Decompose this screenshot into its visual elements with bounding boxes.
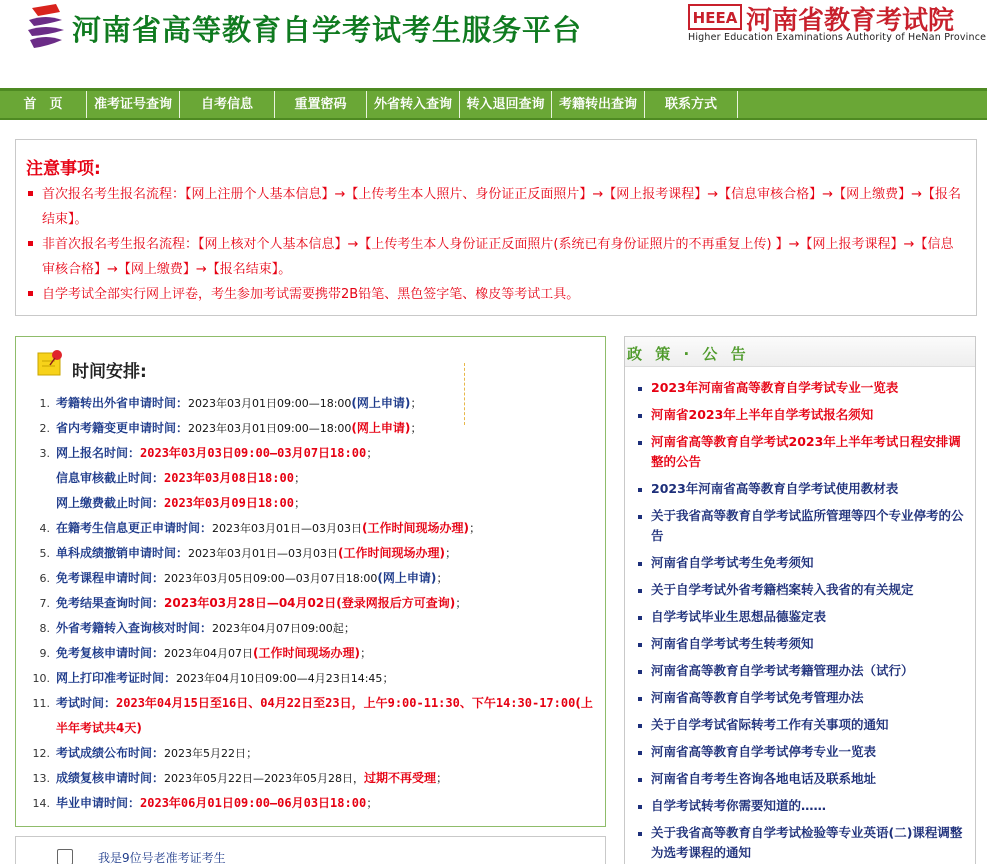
notice-item [26, 232, 964, 282]
item-number: 5. [39, 547, 50, 560]
bullet-icon [28, 241, 33, 246]
policy-link[interactable]: 关于自学考试省际转考工作有关事项的通知 [651, 717, 889, 732]
bullet-icon [28, 291, 33, 296]
site-logo-icon [26, 4, 66, 50]
item-note: (工作时间现场办理) [338, 546, 445, 560]
item-note: (登录网报后方可查询) [336, 596, 456, 610]
schedule-item [30, 791, 600, 816]
policy-link[interactable]: 关于我省高等教育自学考试监所管理等四个专业停考的公告 [651, 508, 964, 543]
notice-item-text: 首次报名考生报名流程：【网上注册个人基本信息】→【上传考生本人照片、身份证正反面照片】→【网上报考课程】→【信息审核合格】→【网上缴费】→【报名结束】。 [42, 187, 961, 227]
policy-item [635, 796, 969, 816]
item-note: (工作时间现场办理) [253, 646, 360, 660]
item-label: 外省考籍转入查询核对时间： [56, 621, 213, 635]
schedule-item [30, 741, 600, 766]
bullet-icon [638, 670, 642, 674]
item-number: 14. [32, 797, 50, 810]
item-tail: ； [343, 621, 356, 635]
item-note: (网上申请) [351, 396, 411, 410]
item-tail: ； [436, 571, 449, 585]
item-value: 2023年06月01日09:00—06月03日18:00 [140, 796, 367, 810]
policy-link[interactable]: 河南省高等教育自学考试免考管理办法 [651, 690, 864, 705]
policy-item [635, 769, 969, 789]
policy-link[interactable]: 河南省自考考生咨询各地电话及联系地址 [651, 771, 877, 786]
bullet-icon [638, 441, 642, 445]
policy-link[interactable]: 河南省高等教育自学考试考籍管理办法（试行） [651, 663, 914, 678]
policy-link[interactable]: 关于自学考试外省考籍档案转入我省的有关规定 [651, 582, 914, 597]
policy-list [635, 378, 969, 864]
legacy-candidate-label[interactable]: 我是9位号老准考证考生 [98, 851, 226, 864]
policy-link[interactable]: 河南省高等教育自学考试停考专业一览表 [651, 744, 877, 759]
policy-link[interactable]: 关于我省高等教育自学考试检验等专业英语(二)课程调整为选考课程的通知 [651, 825, 963, 860]
schedule-item [30, 516, 600, 541]
pin-note-icon [37, 349, 65, 376]
notice-item-text: 自学考试全部实行网上评卷，考生参加考试需要携带2B铅笔、黑色签字笔、橡皮等考试工具。 [42, 287, 580, 302]
brand-subtitle: Higher Education Examinations Authority of HeNan Province [688, 32, 987, 43]
schedule-item [30, 491, 600, 516]
item-note: (工作时间现场办理) [362, 521, 469, 535]
nav-item-transfer-out-query[interactable]: 考籍转出查询 [552, 91, 645, 118]
policy-link[interactable]: 河南省自学考试考生转考须知 [651, 636, 814, 651]
item-label: 网上缴费截止时间： [56, 496, 165, 510]
bullet-icon [638, 515, 642, 519]
schedule-item [30, 441, 600, 466]
item-tail: ； [293, 496, 306, 510]
item-number: 13. [32, 772, 50, 785]
bullet-icon [638, 414, 642, 418]
bullet-icon [638, 724, 642, 728]
policy-item [635, 506, 969, 546]
policy-link[interactable]: 河南省2023年上半年自学考试报名须知 [651, 407, 874, 422]
item-number: 3. [39, 447, 50, 460]
policy-link[interactable]: 2023年河南省高等教育自学考试专业一览表 [651, 380, 899, 395]
item-tail: ； [293, 471, 306, 485]
bullet-icon [638, 387, 642, 391]
bullet-icon [638, 616, 642, 620]
schedule-item [30, 391, 600, 416]
item-value: 2023年03月01日—03月03日 [188, 547, 338, 560]
policy-item [635, 378, 969, 398]
item-value: 2023年04月15日至16日、04月22日至23日，上午9:00-11:30、下午14:30-17:00 [116, 696, 576, 710]
item-tail: ； [366, 796, 379, 810]
bullet-icon [638, 562, 642, 566]
heea-logo-icon [688, 4, 742, 30]
item-value: 2023年5月22日 [164, 747, 247, 760]
item-tail: ； [444, 546, 457, 560]
item-label: 网上报名时间： [56, 446, 141, 460]
item-value: 2023年03月01日—03月03日 [212, 522, 362, 535]
policy-item [635, 553, 969, 573]
item-label: 考籍转出外省申请时间： [56, 396, 189, 410]
schedule-item [30, 641, 600, 666]
schedule-item [30, 566, 600, 591]
policy-item [635, 634, 969, 654]
site-header [0, 0, 987, 88]
policy-panel [624, 336, 976, 864]
nav-item-reset-password[interactable]: 重置密码 [275, 91, 367, 118]
policy-item [635, 688, 969, 708]
schedule-item [30, 616, 600, 641]
legacy-candidate-checkbox[interactable] [57, 849, 73, 864]
item-tail: ； [360, 646, 373, 660]
schedule-list [30, 391, 600, 816]
item-tail: ； [436, 771, 449, 785]
bullet-icon [638, 643, 642, 647]
item-label: 免考结果查询时间： [56, 596, 165, 610]
schedule-item [30, 416, 600, 441]
item-number: 10. [32, 672, 50, 685]
item-value: 2023年04月07日 [164, 647, 254, 660]
policy-link[interactable]: 2023年河南省高等教育自学考试使用教材表 [651, 481, 899, 496]
notice-item [26, 282, 964, 307]
policy-item [635, 823, 969, 863]
bullet-icon [638, 751, 642, 755]
bullet-icon [638, 589, 642, 593]
policy-link[interactable]: 河南省自学考试考生免考须知 [651, 555, 814, 570]
nav-item-home[interactable]: 首 页 [0, 91, 87, 118]
item-note: (上半年考试共4天) [56, 696, 593, 735]
schedule-item [30, 466, 600, 491]
notice-item-text: 非首次报名考生报名流程：【网上核对个人基本信息】→【上传考生本人身份证正反面照片(系统已有身份证照片的不再重复上传) 】→【网上报考课程】→【信息审核合格】→【网上缴费】→【报名结束】。 [42, 237, 954, 277]
legacy-candidate-box [15, 836, 606, 864]
item-note: (网上申请) [351, 421, 411, 435]
item-value: 2023年03月03日09:00—03月07日18:00 [140, 446, 367, 460]
policy-title: 政 策 · 公 告 [627, 345, 750, 363]
notice-panel [15, 139, 977, 316]
item-value: 2023年03月01日09:00—18:00 [188, 422, 352, 435]
item-label: 免考复核申请时间： [56, 646, 165, 660]
schedule-item [30, 691, 600, 741]
nav-item-transfer-return-query[interactable]: 转入退回查询 [460, 91, 552, 118]
bullet-icon [638, 805, 642, 809]
notice-list [26, 182, 964, 307]
policy-link[interactable]: 自学考试毕业生思想品德鉴定表 [651, 609, 827, 624]
item-tail: ； [382, 671, 395, 685]
item-number: 12. [32, 747, 50, 760]
nav-item-transfer-in-query[interactable]: 外省转入查询 [367, 91, 460, 118]
item-number: 9. [39, 647, 50, 660]
policy-header [625, 337, 975, 367]
item-note: (网上申请) [377, 571, 437, 585]
item-note: 过期不再受理 [364, 771, 437, 785]
item-number: 6. [39, 572, 50, 585]
item-number: 7. [39, 597, 50, 610]
item-number: 1. [39, 397, 50, 410]
notice-title: 注意事项: [26, 159, 101, 179]
heea-logo-text: HEEA [692, 9, 738, 27]
item-label: 省内考籍变更申请时间： [56, 421, 189, 435]
nav-item-exam-info[interactable]: 自考信息 [180, 91, 275, 118]
item-value: 2023年03月01日09:00—18:00 [188, 397, 352, 410]
policy-item [635, 661, 969, 681]
nav-item-admission-number-query[interactable]: 准考证号查询 [87, 91, 180, 118]
item-label: 考试成绩公布时间： [56, 746, 165, 760]
schedule-title: 时间安排: [72, 362, 147, 382]
bullet-icon [638, 778, 642, 782]
item-number: 2. [39, 422, 50, 435]
schedule-item [30, 766, 600, 791]
policy-link[interactable]: 河南省高等教育自学考试2023年上半年考试日程安排调整的公告 [651, 434, 961, 469]
policy-item [635, 742, 969, 762]
item-label: 考试时间： [56, 696, 117, 710]
brand-title: 河南省教育考试院 [746, 6, 955, 36]
item-number: 8. [39, 622, 50, 635]
item-tail: ； [455, 596, 468, 610]
item-tail: ； [366, 446, 379, 460]
schedule-panel [15, 336, 606, 827]
schedule-item [30, 666, 600, 691]
policy-item [635, 405, 969, 425]
item-label: 成绩复核申请时间： [56, 771, 165, 785]
bullet-icon [28, 191, 33, 196]
schedule-item [30, 541, 600, 566]
policy-item [635, 580, 969, 600]
notice-item [26, 182, 964, 232]
policy-item [635, 607, 969, 627]
bullet-icon [638, 832, 642, 836]
item-value: 2023年03月28日—04月02日 [164, 596, 337, 610]
schedule-item [30, 591, 600, 616]
main-nav [0, 88, 987, 120]
policy-link[interactable]: 自学考试转考你需要知道的…… [651, 798, 827, 813]
item-value: 2023年05月22日—2023年05月28日， [164, 772, 364, 785]
item-value: 2023年03月05日09:00—03月07日18:00 [164, 572, 378, 585]
item-tail: ； [410, 421, 423, 435]
item-value: 2023年03月08日18:00 [164, 471, 294, 485]
policy-item [635, 479, 969, 499]
item-tail: ； [410, 396, 423, 410]
nav-item-contact[interactable]: 联系方式 [645, 91, 738, 118]
item-label: 信息审核截止时间： [56, 471, 165, 485]
item-tail: ； [246, 746, 259, 760]
item-label: 毕业申请时间： [56, 796, 141, 810]
bullet-icon [638, 697, 642, 701]
item-tail: ； [468, 521, 481, 535]
item-number: 11. [32, 697, 50, 710]
item-value: 2023年04月07日09:00起 [212, 622, 344, 635]
item-label: 免考课程申请时间： [56, 571, 165, 585]
item-label: 单科成绩撤销申请时间： [56, 546, 189, 560]
item-label: 网上打印准考证时间： [56, 671, 177, 685]
item-value: 2023年03月09日18:00 [164, 496, 294, 510]
item-value: 2023年04月10日09:00—4月23日14:45 [176, 672, 383, 685]
site-title: 河南省高等教育自学考试考生服务平台 [72, 13, 583, 47]
item-label: 在籍考生信息更正申请时间： [56, 521, 213, 535]
bullet-icon [638, 488, 642, 492]
policy-item [635, 432, 969, 472]
item-number: 4. [39, 522, 50, 535]
policy-item [635, 715, 969, 735]
